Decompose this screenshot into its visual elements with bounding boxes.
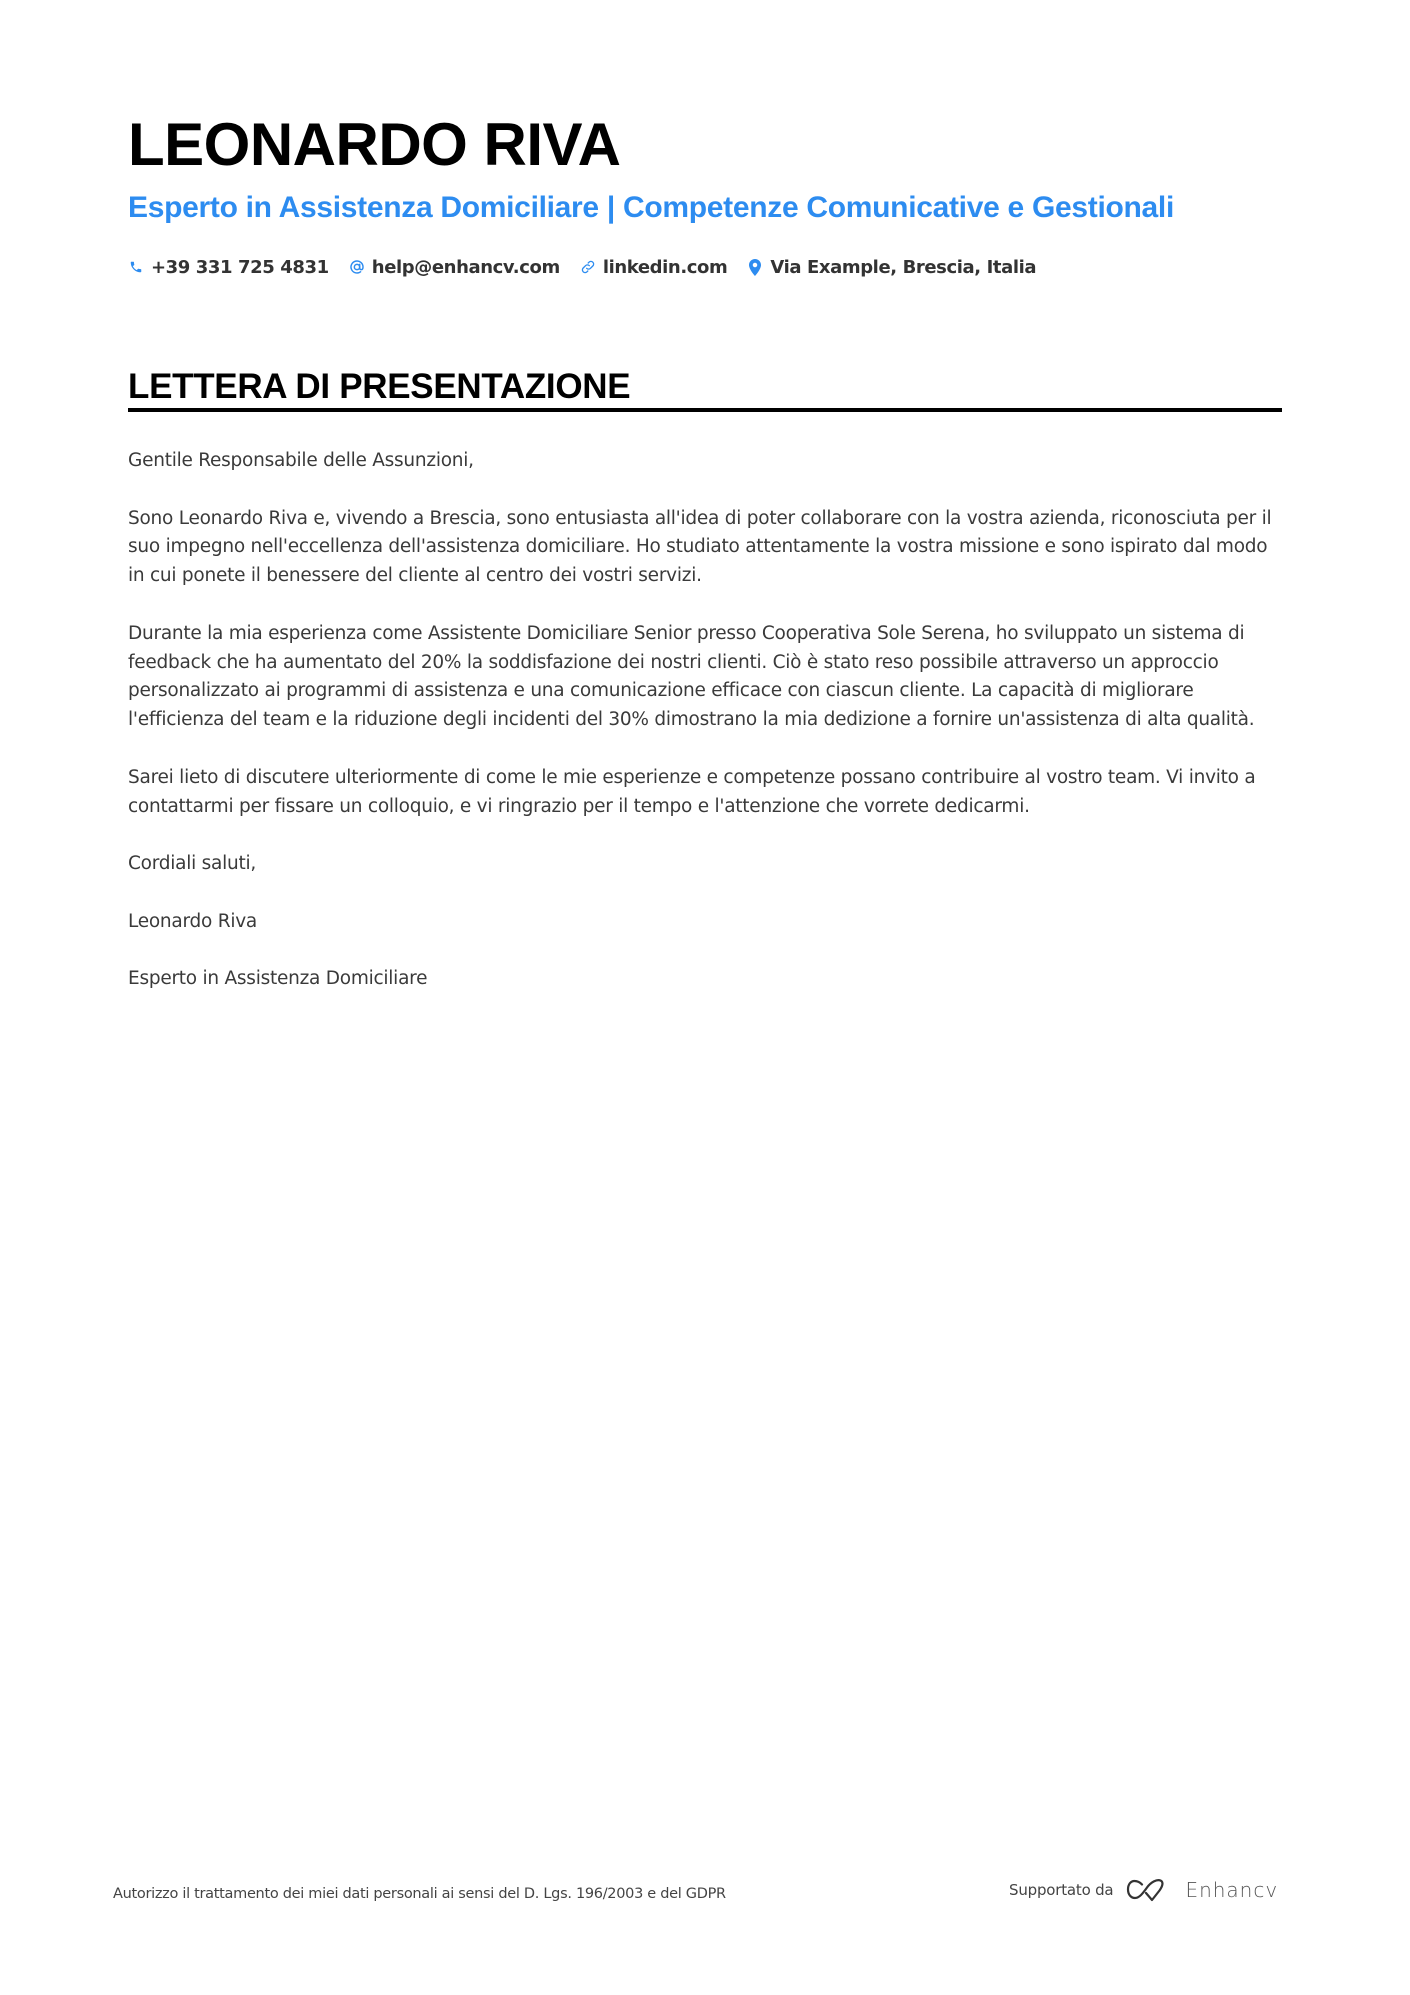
letter-signature-title: Esperto in Assistenza Domiciliare — [128, 968, 428, 990]
linkedin-link[interactable]: linkedin.com — [602, 256, 728, 278]
letter-paragraph: Sarei lieto di discutere ulteriormente di come le mie esperienze e competenze possano contribuire al vostro team. Vi invito a contattarmi per fissare un colloquio, e vi ringrazio per il tempo e l'attenzione che vorrete dedicarmi. — [128, 766, 1256, 817]
letter-body — [128, 447, 1288, 1023]
phone-number: +39 331 725 4831 — [151, 256, 329, 278]
contact-location — [747, 257, 1036, 278]
candidate-title: Esperto in Assistenza Domiciliare | Competenze Comunicative e Gestionali — [128, 191, 1174, 224]
candidate-name: LEONARDO RIVA — [128, 111, 621, 178]
consent-note: Autorizzo il trattamento dei miei dati personali ai sensi del D. Lgs. 196/2003 e del GDPR — [113, 1886, 726, 1902]
letter-signature: Leonardo Riva — [128, 910, 257, 932]
letter-paragraph: Sono Leonardo Riva e, vivendo a Brescia, sono entusiasta all'idea di poter collaborare con la vostra azienda, riconosciuta per il suo impegno nell'eccellenza dell'assistenza domiciliare. Ho studiato attentamente la vostra missione e sono ispirato dal modo in cui ponete il benessere del cliente al centro dei vostri servizi. — [128, 507, 1272, 587]
letter-paragraph: Durante la mia esperienza come Assistente Domiciliare Senior presso Cooperativa Sole Serena, ho sviluppato un sistema di feedback che ha aumentato del 20% la soddisfazione dei nostri clienti. Ciò è stato reso possibile attraverso un approccio personalizzato ai programmi di assistenza e una comunicazione efficace con ciascun cliente. La capacità di migliorare l'efficienza del team e la riduzione degli incidenti del 30% dimostrano la mia dedizione a fornire un'assistenza di alta qualità. — [128, 622, 1255, 731]
section-heading: LETTERA DI PRESENTAZIONE — [128, 367, 631, 406]
enhancv-logo-icon — [1125, 1876, 1171, 1904]
contact-phone — [128, 257, 329, 278]
section-divider — [128, 408, 1282, 412]
letter-greeting: Gentile Responsabile delle Assunzioni, — [128, 450, 474, 471]
link-icon — [580, 258, 596, 276]
at-icon — [349, 258, 365, 276]
supported-by-label: Supportato da — [1009, 1881, 1114, 1899]
contact-bar — [128, 254, 1056, 280]
phone-icon — [128, 258, 144, 276]
brand-name: Enhancv — [1185, 1878, 1279, 1902]
contact-email[interactable] — [349, 257, 560, 278]
powered-by[interactable] — [1009, 1874, 1278, 1906]
location-text: Via Example, Brescia, Italia — [770, 256, 1037, 278]
location-pin-icon — [747, 258, 763, 276]
letter-closing: Cordiali saluti, — [128, 853, 257, 875]
email-link[interactable]: help@enhancv.com — [371, 256, 560, 278]
contact-linkedin[interactable] — [580, 257, 728, 278]
